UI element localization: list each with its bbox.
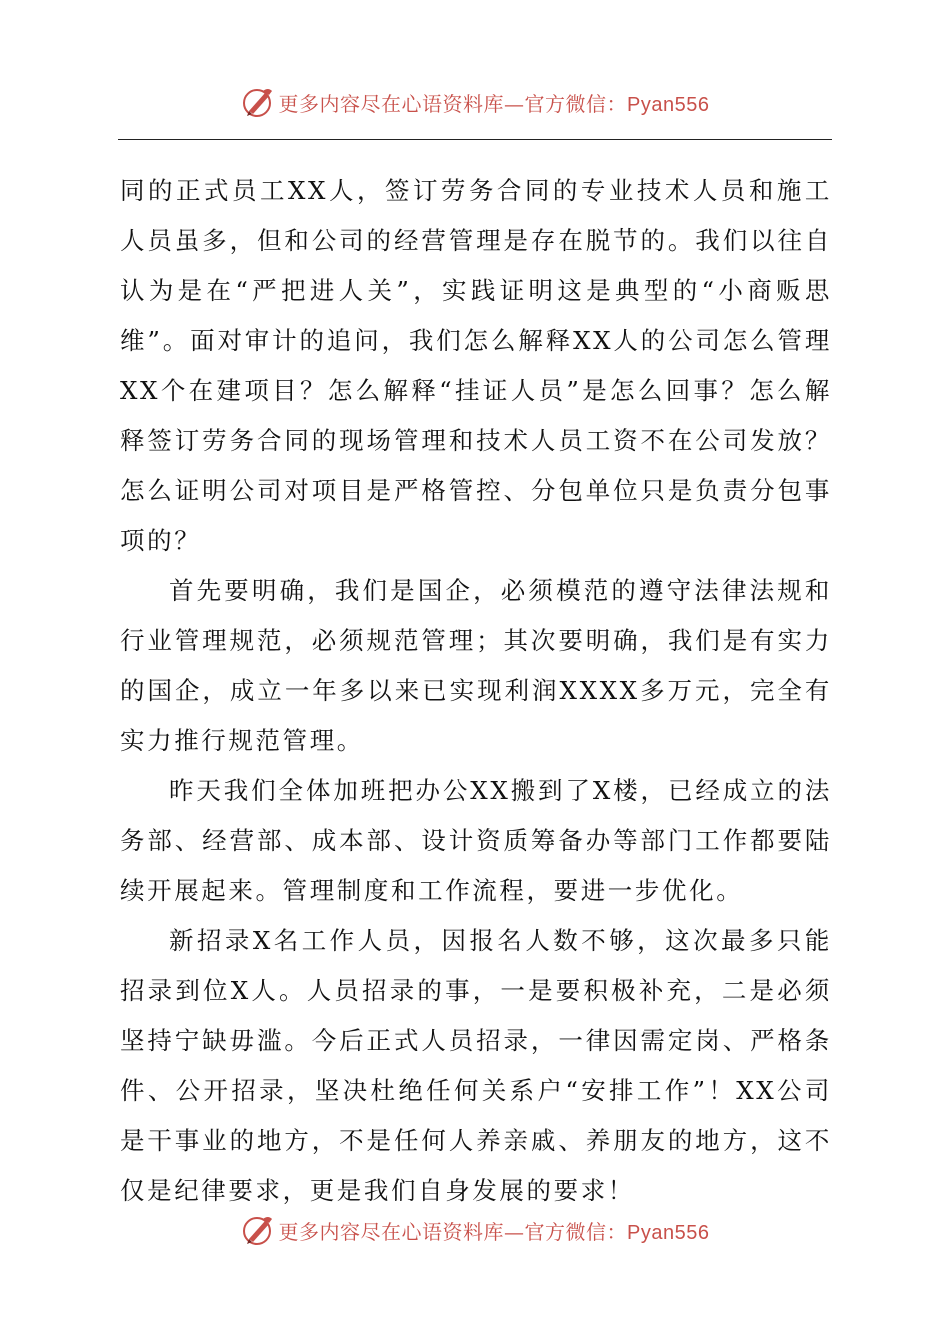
footer-banner-label: 更多内容尽在心语资料库—官方微信： [278, 1219, 628, 1244]
footer-banner-text [279, 1216, 710, 1245]
pen-logo-icon [241, 85, 275, 119]
header-banner-label: 更多内容尽在心语资料库—官方微信： [278, 91, 628, 116]
header-banner [0, 80, 950, 124]
paragraph-3: 昨天我们全体加班把办公XX搬到了X楼，已经成立的法务部、经营部、成本部、设计资质筹备办等部门工作都要陆续开展起来。管理制度和工作流程，要进一步优化。 [120, 776, 832, 905]
footer-wechat-id: Pyan556 [627, 1221, 710, 1244]
header-banner-text [279, 88, 710, 117]
paragraph-4: 新招录X名工作人员，因报名人数不够，这次最多只能招录到位X人。人员招录的事，一是要积极补充，二是必须坚持宁缺毋滥。今后正式人员招录，一律因需定岗、严格条件、公开招录，坚决杜绝任何关系户“安排工作”！XX公司是干事业的地方，不是任何人养亲戚、养朋友的地方，这不仅是纪律要求，更是我们自身发展的要求！ [120, 926, 832, 1205]
pen-logo-icon [241, 1213, 275, 1247]
paragraph-1: 同的正式员工XX人，签订劳务合同的专业技术人员和施工人员虽多，但和公司的经营管理是存在脱节的。我们以往自认为是在“严把进人关”，实践证明这是典型的“小商贩思维”。面对审计的追问，我们怎么解释XX人的公司怎么管理XX个在建项目？怎么解释“挂证人员”是怎么回事？怎么解释签订劳务合同的现场管理和技术人员工资不在公司发放？怎么证明公司对项目是严格管控、分包单位只是负责分包事项的？ [120, 176, 832, 555]
document-body [120, 166, 832, 1216]
footer-banner [0, 1208, 950, 1252]
paragraph-2: 首先要明确，我们是国企，必须模范的遵守法律法规和行业管理规范，必须规范管理；其次要明确，我们是有实力的国企，成立一年多以来已实现利润XXXX多万元，完全有实力推行规范管理。 [120, 576, 832, 755]
header-wechat-id: Pyan556 [627, 93, 710, 116]
header-divider [118, 139, 832, 140]
